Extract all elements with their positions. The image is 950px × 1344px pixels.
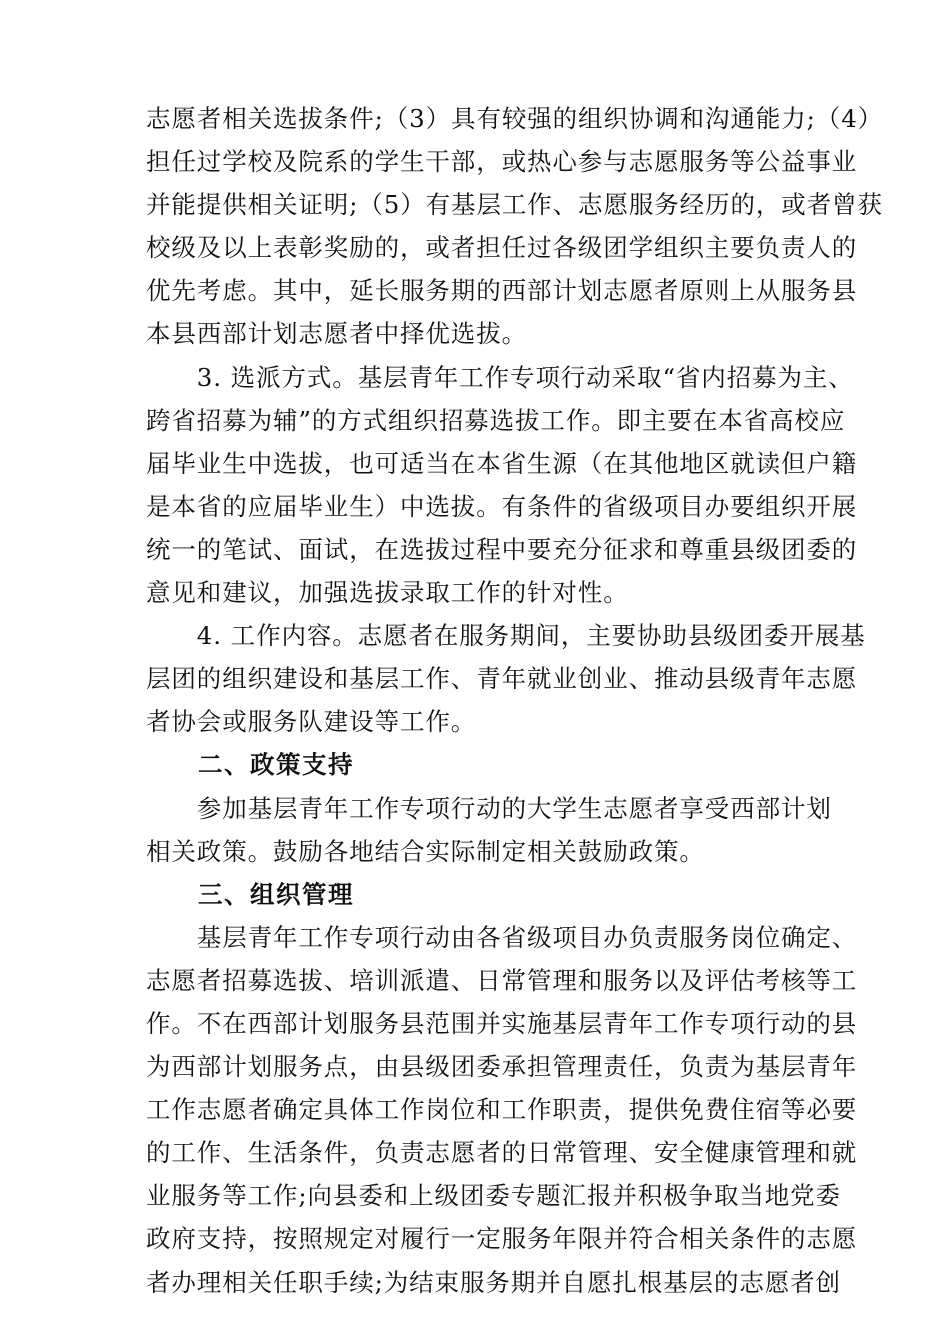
text-line: 届毕业生中选拔，也可适当在本省生源（在其他地区就读但户籍	[146, 448, 858, 478]
text-line: 是本省的应届毕业生）中选拔。有条件的省级项目办要组织开展	[146, 491, 858, 521]
text-line: 并能提供相关证明;（5）有基层工作、志愿服务经历的，或者曾获	[146, 190, 883, 220]
section-heading: 二、政策支持	[146, 750, 354, 780]
text-line: 志愿者相关选拔条件;（3）具有较强的组织协调和沟通能力;（4）	[146, 104, 884, 133]
text-line: 层团的组织建设和基层工作、青年就业创业、推动县级青年志愿	[146, 664, 858, 694]
text-line: 基层青年工作专项行动由各省级项目办负责服务岗位确定、	[146, 922, 858, 952]
text-line: 相关政策。鼓励各地结合实际制定相关鼓励政策。	[146, 836, 705, 866]
text-line: 者协会或服务队建设等工作。	[146, 707, 477, 737]
section-heading: 三、组织管理	[146, 879, 354, 909]
text-line: 3. 选派方式。基层青年工作专项行动采取“省内招募为主、	[146, 362, 854, 392]
text-line: 校级及以上表彰奖励的，或者担任过各级团学组织主要负责人的	[146, 233, 858, 263]
text-line: 政府支持，按照规定对履行一定服务年限并符合相关条件的志愿	[146, 1224, 858, 1254]
text-line: 统一的笔试、面试，在选拔过程中要充分征求和尊重县级团委的	[146, 534, 858, 564]
text-line: 作。不在西部计划服务县范围并实施基层青年工作专项行动的县	[146, 1008, 858, 1038]
text-line: 者办理相关任职手续;为结束服务期并自愿扎根基层的志愿者创	[146, 1267, 841, 1297]
text-line: 跨省招募为辅”的方式组织招募选拔工作。即主要在本省高校应	[146, 405, 846, 435]
text-line: 参加基层青年工作专项行动的大学生志愿者享受西部计划	[146, 793, 832, 823]
text-line: 工作志愿者确定具体工作岗位和工作职责，提供免费住宿等必要	[146, 1095, 858, 1125]
text-line: 为西部计划服务点，由县级团委承担管理责任，负责为基层青年	[146, 1052, 858, 1082]
text-line: 意见和建议，加强选拔录取工作的针对性。	[146, 578, 629, 608]
text-line: 志愿者招募选拔、培训派遣、日常管理和服务以及评估考核等工	[146, 965, 858, 995]
text-line: 优先考虑。其中，延长服务期的西部计划志愿者原则上从服务县	[146, 276, 858, 306]
text-line: 业服务等工作;向县委和上级团委专题汇报并积极争取当地党委	[146, 1181, 841, 1211]
document-body	[146, 97, 884, 1304]
text-line: 担任过学校及院系的学生干部，或热心参与志愿服务等公益事业	[146, 147, 858, 177]
text-line: 的工作、生活条件，负责志愿者的日常管理、安全健康管理和就	[146, 1138, 858, 1168]
text-line: 4. 工作内容。志愿者在服务期间，主要协助县级团委开展基	[146, 621, 866, 651]
text-line: 本县西部计划志愿者中择优选拔。	[146, 319, 527, 349]
